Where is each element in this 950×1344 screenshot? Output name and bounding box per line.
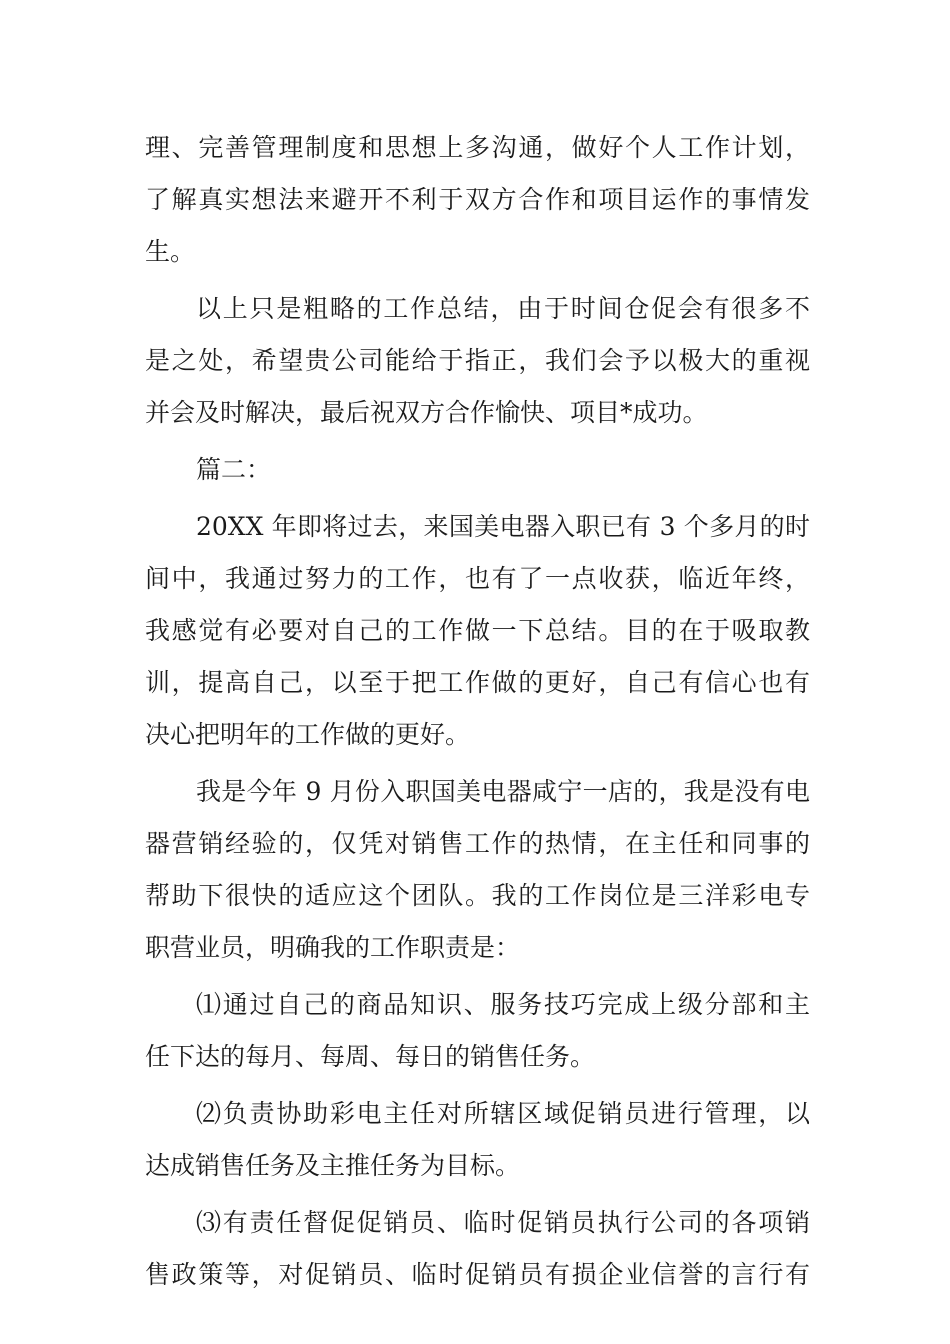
text-line: 决心把明年的工作做的更好。	[145, 720, 471, 749]
text-line: 间中，我通过努力的工作，也有了一点收获，临近年终，	[145, 564, 810, 593]
list-item-line: ⑵负责协助彩电主任对所辖区域促销员进行管理，以	[196, 1099, 810, 1128]
text-line: 20XX 年即将过去，来国美电器入职已有 3 个多月的时	[196, 512, 810, 541]
text-line: 生。	[145, 237, 196, 266]
text-line: 了解真实想法来避开不利于双方合作和项目运作的事情发	[145, 185, 810, 214]
list-item-line: 任下达的每月、每周、每日的销售任务。	[145, 1042, 596, 1071]
text-line: 以上只是粗略的工作总结，由于时间仓促会有很多不	[196, 294, 810, 323]
text-line: 理、完善管理制度和思想上多沟通，做好个人工作计划，	[145, 133, 810, 162]
list-item-line: 达成销售任务及主推任务为目标。	[145, 1151, 521, 1180]
text-line: 我感觉有必要对自己的工作做一下总结。目的在于吸取教	[145, 616, 810, 645]
text-line: 器营销经验的，仅凭对销售工作的热情，在主任和同事的	[145, 829, 810, 858]
list-item-line: 售政策等，对促销员、临时促销员有损企业信誉的言行有	[145, 1260, 810, 1289]
list-item-line: ⑴通过自己的商品知识、服务技巧完成上级分部和主	[196, 990, 810, 1019]
text-line: 是之处，希望贵公司能给于指正，我们会予以极大的重视	[145, 346, 810, 375]
section-heading: 篇二：	[196, 455, 272, 484]
text-line: 并会及时解决，最后祝双方合作愉快、项目*成功。	[145, 398, 708, 427]
text-line: 训，提高自己，以至于把工作做的更好，自己有信心也有	[145, 668, 810, 697]
document-body	[145, 122, 810, 1301]
text-line: 职营业员，明确我的工作职责是：	[145, 933, 521, 962]
list-item-line: ⑶有责任督促促销员、临时促销员执行公司的各项销	[196, 1208, 810, 1237]
text-line: 我是今年 9 月份入职国美电器咸宁一店的，我是没有电	[196, 777, 810, 806]
text-line: 帮助下很快的适应这个团队。我的工作岗位是三洋彩电专	[145, 881, 810, 910]
